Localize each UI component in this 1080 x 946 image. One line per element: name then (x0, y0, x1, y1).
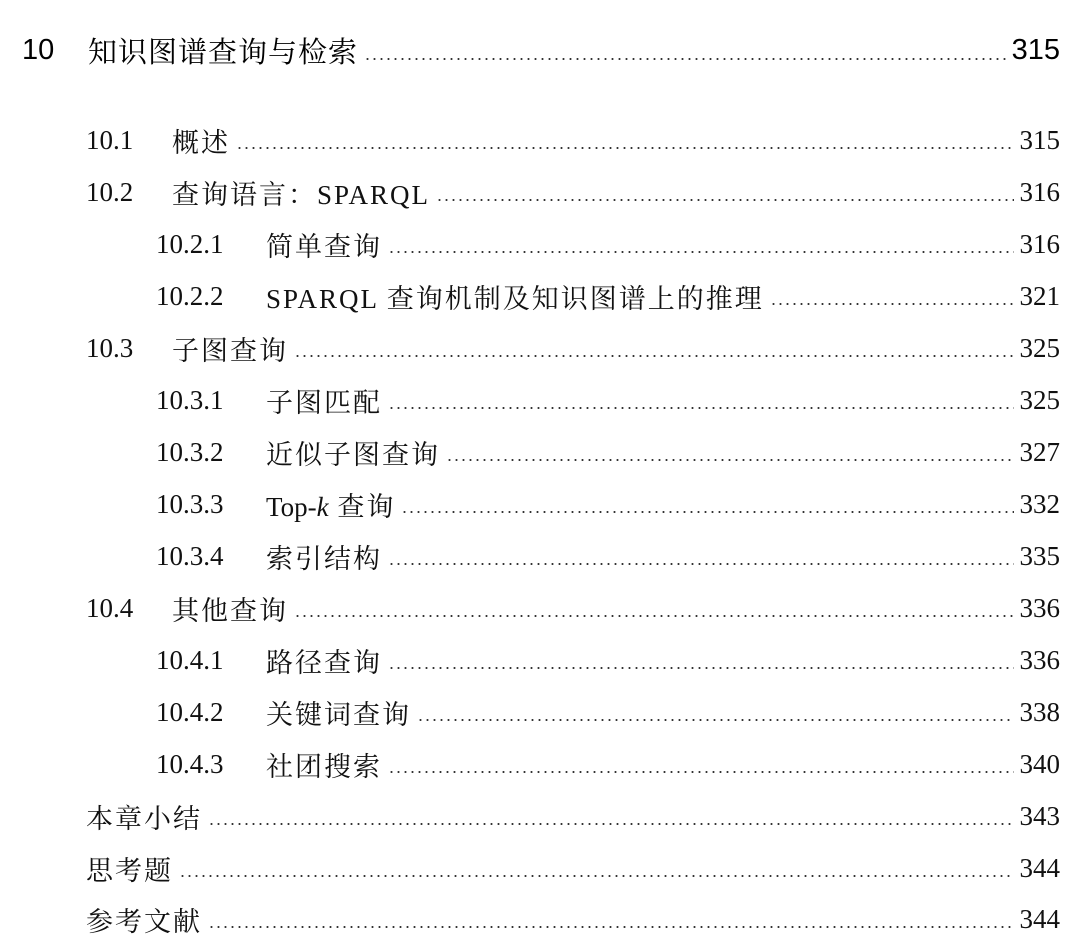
toc-entry[interactable] (86, 582, 1060, 634)
subsection-title: 关键词查询 (266, 699, 411, 730)
chapter-heading[interactable] (22, 22, 1060, 78)
subsection-title: 索引结构 (266, 543, 382, 574)
subsection-title: 社团搜索 (266, 751, 382, 782)
title-italic-k: k (316, 491, 329, 522)
dot-leader (208, 925, 1014, 929)
toc-entry[interactable] (156, 270, 1060, 322)
page-number: 316 (1019, 176, 1060, 207)
entry-title: 参考文献 (86, 906, 202, 937)
dot-leader (436, 198, 1013, 202)
dot-leader (388, 666, 1014, 670)
dot-leader (236, 146, 1014, 150)
subsection-number: 10.4.1 (156, 644, 224, 675)
subsection-title: 子图匹配 (266, 387, 382, 418)
dot-leader (388, 406, 1014, 410)
page-number: 325 (1019, 384, 1060, 415)
toc-entry[interactable] (86, 322, 1060, 374)
subsection-number: 10.2.1 (156, 228, 224, 259)
toc-entry[interactable] (156, 374, 1060, 426)
dot-leader (364, 57, 1006, 61)
toc-entry[interactable] (86, 893, 1060, 945)
toc-entry[interactable] (86, 114, 1060, 166)
entry-title: 本章小结 (86, 803, 202, 834)
page-number: 336 (1019, 592, 1060, 623)
dot-leader (294, 354, 1014, 358)
subsection-title: 简单查询 (266, 231, 382, 262)
toc-entry[interactable] (156, 634, 1060, 686)
page-number: 338 (1019, 696, 1060, 727)
section-number: 10.2 (86, 176, 134, 207)
section-number: 10.1 (86, 124, 134, 155)
dot-leader (446, 458, 1014, 462)
page-number: 344 (1019, 903, 1060, 934)
dot-leader (388, 770, 1014, 774)
toc-entry[interactable] (156, 738, 1060, 790)
toc-entry[interactable] (156, 686, 1060, 738)
page-number: 335 (1019, 540, 1060, 571)
title-prefix: Top- (266, 491, 317, 522)
dot-leader (401, 510, 1013, 514)
subsection-number: 10.4.3 (156, 748, 224, 779)
page-number: 343 (1019, 800, 1060, 831)
subsection-title: SPARQL 查询机制及知识图谱上的推理 (266, 283, 764, 314)
subsection-number: 10.3.4 (156, 540, 224, 571)
page-number: 316 (1019, 228, 1060, 259)
page-number: 321 (1019, 280, 1060, 311)
dot-leader (417, 718, 1014, 722)
page-number: 344 (1019, 852, 1060, 883)
page-number: 332 (1019, 488, 1060, 519)
subsection-number: 10.3.1 (156, 384, 224, 415)
toc-entry[interactable] (86, 790, 1060, 842)
toc-entry[interactable] (156, 478, 1060, 530)
toc-entry[interactable] (86, 842, 1060, 894)
toc-entry[interactable] (156, 530, 1060, 582)
subsection-title (266, 485, 395, 524)
toc-entry[interactable] (156, 426, 1060, 478)
dot-leader (770, 302, 1014, 306)
dot-leader (388, 562, 1014, 566)
page-number: 336 (1019, 644, 1060, 675)
entry-title: 思考题 (86, 855, 173, 886)
page-number: 340 (1019, 748, 1060, 779)
page-number: 327 (1019, 436, 1060, 467)
section-number: 10.4 (86, 592, 134, 623)
chapter-number: 10 (22, 33, 55, 66)
chapter-page-number: 315 (1011, 33, 1060, 66)
dot-leader (208, 822, 1014, 826)
chapter-title: 知识图谱查询与检索 (88, 36, 359, 69)
page-number: 325 (1019, 332, 1060, 363)
subsection-title: 路径查询 (266, 647, 382, 678)
subsection-title: 近似子图查询 (266, 439, 440, 470)
toc-entry[interactable] (86, 166, 1060, 218)
subsection-number: 10.2.2 (156, 280, 224, 311)
page-number: 315 (1019, 124, 1060, 155)
subsection-number: 10.3.2 (156, 436, 224, 467)
section-number: 10.3 (86, 332, 134, 363)
dot-leader (294, 614, 1014, 618)
title-suffix: 查询 (328, 491, 396, 522)
section-title: 其他查询 (172, 595, 288, 626)
section-title: 查询语言：SPARQL (172, 179, 431, 210)
section-title: 子图查询 (172, 335, 288, 366)
dot-leader (388, 250, 1014, 254)
subsection-number: 10.4.2 (156, 696, 224, 727)
toc-entry[interactable] (156, 218, 1060, 270)
dot-leader (179, 874, 1014, 878)
subsection-number: 10.3.3 (156, 488, 224, 519)
section-title: 概述 (172, 127, 230, 158)
